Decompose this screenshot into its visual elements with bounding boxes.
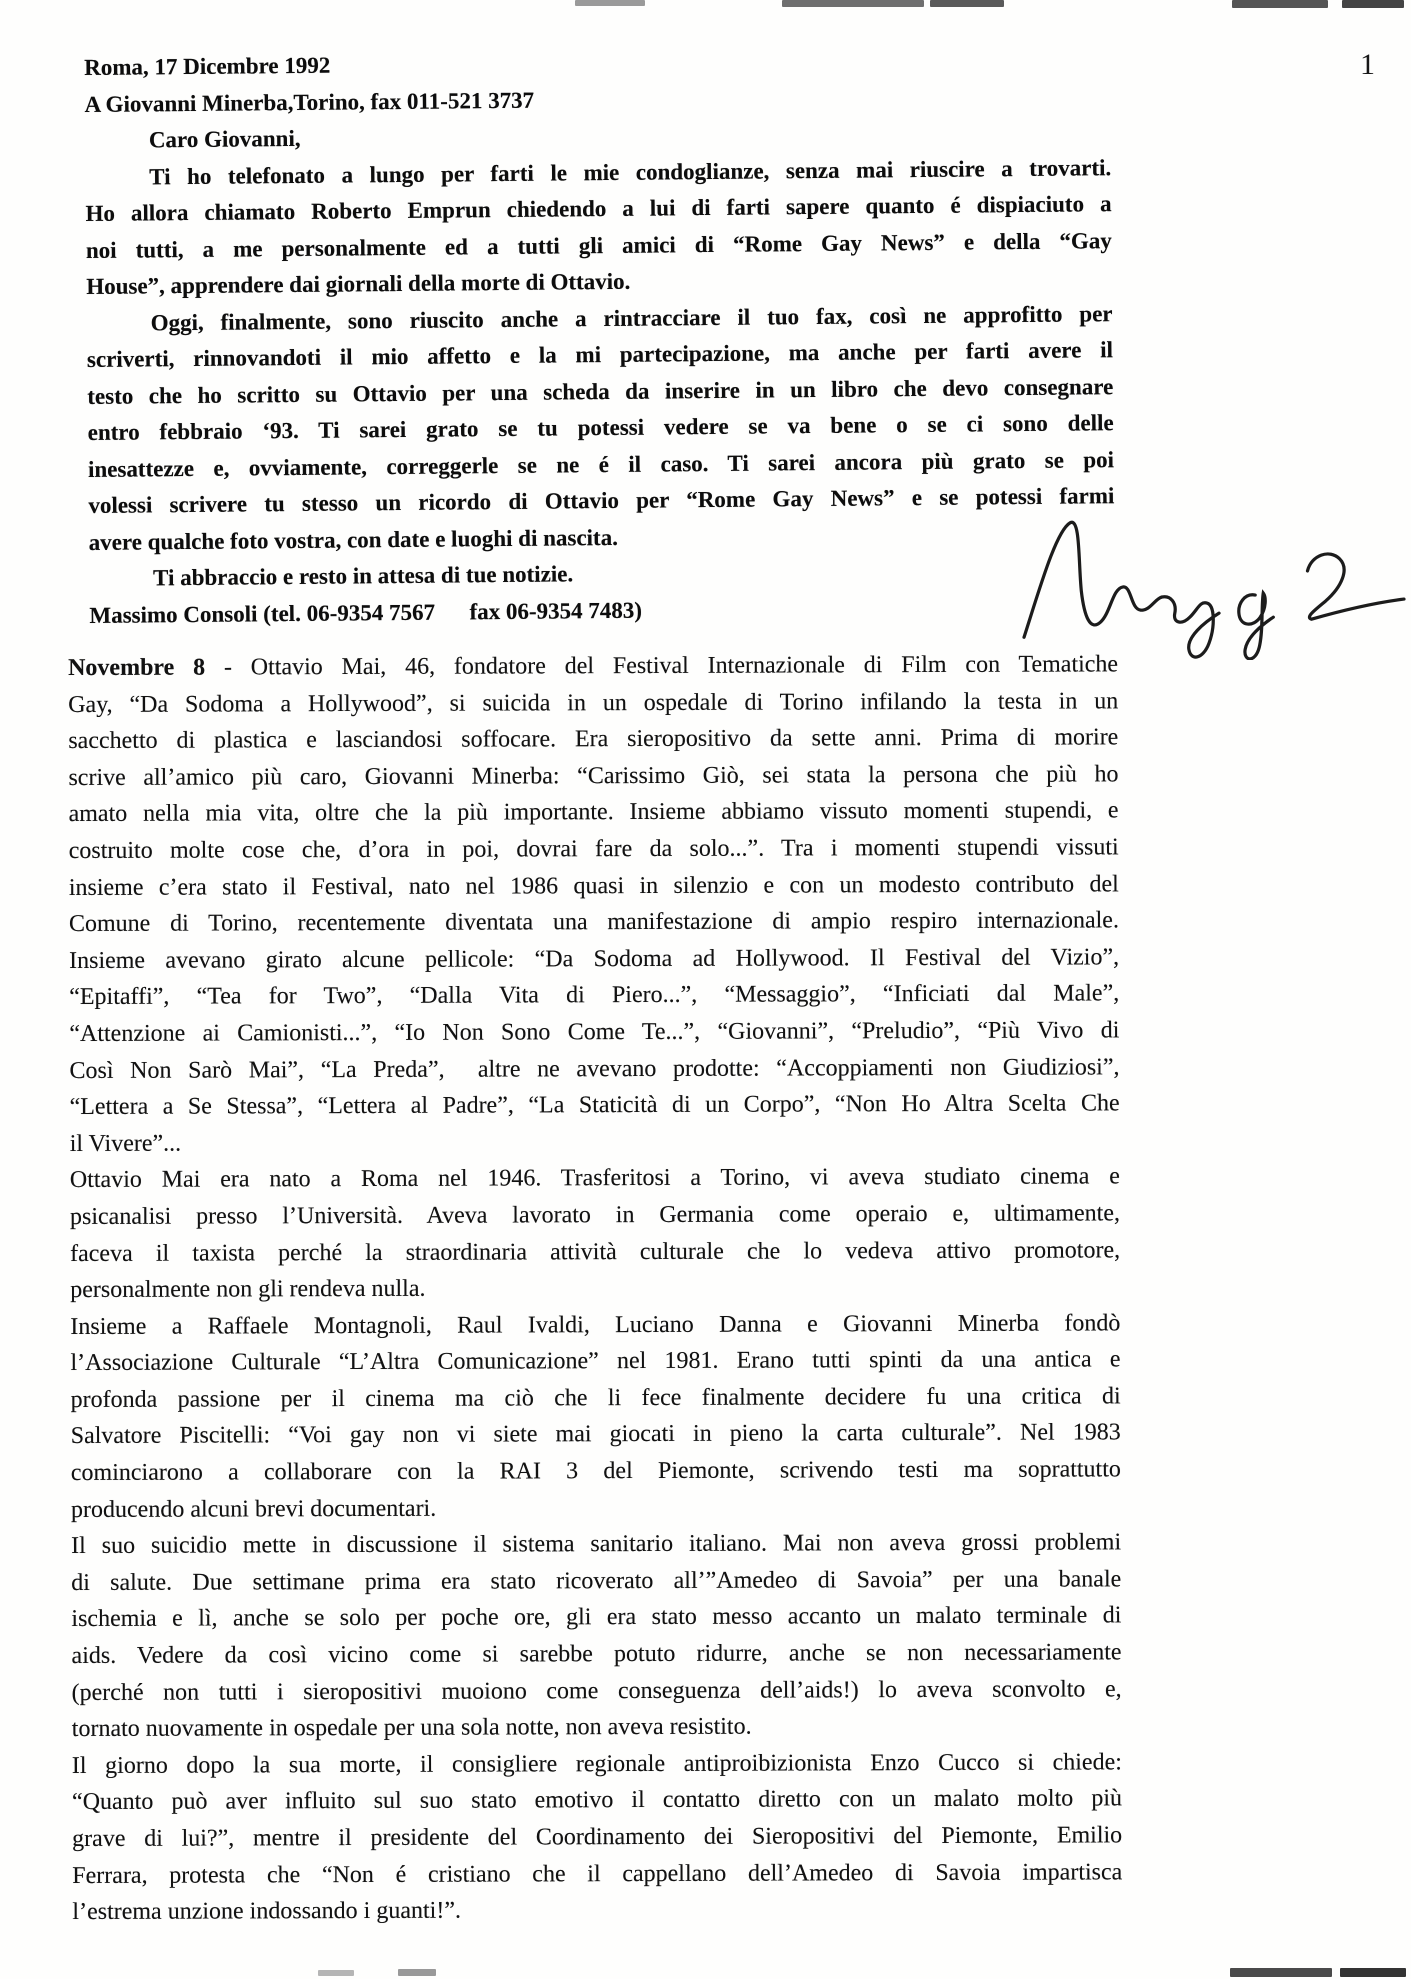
text-line: Ho allora chiamato Roberto Emprun chiedendo a lui di farti sapere quanto é dispiaciuto a	[85, 191, 1112, 226]
text-line: Comune di Torino, recentemente diventata una manifestazione di ampio respiro internazionale.	[68, 907, 1119, 938]
text-line: Ottavio Mai era nato a Roma nel 1946. Trasferitosi a Torino, vi aveva studiato cinema e	[69, 1163, 1120, 1194]
scan-artifact	[930, 0, 1004, 7]
text-line: inesattezze e, ovviamente, correggerle se ne é il caso. Ti sarei ancora più grato se poi	[87, 446, 1115, 482]
text-line: aids. Vedere da così vicino come si sarebbe potuto ridurre, anche se non necessariamente	[71, 1639, 1122, 1670]
text-line: insieme c’era stato il Festival, nato nel 1986 quasi in silenzio e con un modesto contributo del	[68, 870, 1119, 901]
text-line: “Lettera a Se Stessa”, “Lettera al Padre”, “La Staticità di un Corpo”, “Non Ho Altra Scelta Che	[69, 1090, 1120, 1121]
text-line: Gay, “Da Sodoma a Hollywood”, si suicida in un ospedale di Torino infilando la testa in un	[68, 687, 1119, 718]
text-line: Ti abbraccio e resto in attesa di tue notizie.	[152, 561, 574, 591]
text-line: Massimo Consoli (tel. 06-9354 7567 fax 06-9354 7483)	[89, 597, 643, 628]
text-line: A Giovanni Minerba,Torino, fax 011-521 3737	[84, 87, 535, 117]
text-line: cominciarono a collaborare con la RAI 3 del Piemonte, scrivendo testi ma soprattutto	[70, 1456, 1121, 1487]
text-line: tornato nuovamente in ospedale per una sola notte, non aveva resistito.	[71, 1713, 752, 1743]
text-line: “Attenzione ai Camionisti...”, “Io Non Sono Come Te...”, “Giovanni”, “Preludio”, “Più Vivo di	[69, 1017, 1120, 1047]
text-line: scrive all’amico più caro, Giovanni Minerba: “Carissimo Giò, sei stata la persona che più ho	[68, 761, 1119, 791]
scan-artifact	[318, 1970, 354, 1976]
scan-artifact	[1230, 1968, 1332, 1977]
text-line: avere qualche foto vostra, con date e luoghi di nascita.	[88, 524, 619, 555]
handwritten-signature-scribble	[1018, 508, 1410, 660]
text-line: amato nella mia vita, oltre che la più importante. Insieme abbiamo vissuto momenti stupendi, e	[68, 797, 1119, 828]
scan-artifact	[782, 0, 924, 7]
letter-block	[84, 40, 1116, 634]
text-line: “Quanto può aver influito sul suo stato emotivo il contatto diretto con un malato molto più	[71, 1785, 1123, 1816]
text-line: Novembre 8 - Ottavio Mai, 46, fondatore del Festival Internazionale di Film con Tematiche	[68, 651, 1119, 681]
text-line: Caro Giovanni,	[148, 125, 301, 153]
article-block	[68, 646, 1122, 1930]
text-line: Insieme a Raffaele Montagnoli, Raul Ivaldi, Luciano Danna e Giovanni Minerba fondò	[70, 1310, 1121, 1340]
text-line: noi tutti, a me personalmente ed a tutti gli amici di “Rome Gay News” e della “Gay	[85, 227, 1112, 263]
text-line: sacchetto di plastica e lasciandosi soffocare. Era sieropositivo da sette anni. Prima di morire	[68, 724, 1119, 755]
page-number: 1	[1360, 48, 1375, 81]
text-line: Ti ho telefonato a lungo per farti le mie condoglianze, senza mai riuscire a trovarti.	[149, 154, 1112, 189]
text-line: Il giorno dopo la sua morte, il consigliere regionale antiproibizionista Enzo Cucco si chiede:	[71, 1749, 1122, 1779]
text-line: “Epitaffi”, “Tea for Two”, “Dalla Vita di Piero...”, “Messaggio”, “Inficiati dal Male”,	[69, 980, 1120, 1011]
text-line: scriverti, rinnovandoti il mio affetto e la mi partecipazione, ma anche per farti avere il	[86, 337, 1114, 372]
text-line: l’Associazione Culturale “L’Altra Comunicazione” nel 1981. Erano tutti spinti da una antica e	[70, 1346, 1121, 1377]
text-line: Il suo suicidio mette in discussione il sistema sanitario italiano. Mai non aveva grossi problemi	[71, 1529, 1122, 1560]
scan-artifact	[1340, 1968, 1406, 1977]
text-line: ischemia e lì, anche se solo per poche ore, gli era stato messo accanto un malato terminale di	[71, 1602, 1122, 1633]
text-line: Ferrara, protesta che “Non é cristiano che il cappellano dell’Amedeo di Savoia impartisca	[72, 1858, 1123, 1889]
text-line: Roma, 17 Dicembre 1992	[84, 52, 331, 80]
signature-icon	[1018, 508, 1410, 660]
text-line: profonda passione per il cinema ma ciò che li fece finalmente decidere fu una critica di	[70, 1383, 1121, 1413]
scan-artifact	[1232, 0, 1328, 8]
text-line: costruito molte cose che, d’ora in poi, dovrai fare da solo...”. Tra i momenti stupendi vissuti	[68, 834, 1119, 864]
text-line: psicanalisi presso l’Università. Aveva lavorato in Germania come operaio e, ultimamente,	[69, 1200, 1121, 1230]
text-line: Salvatore Piscitelli: “Voi gay non vi siete mai giocati in pieno la carta culturale”. Nel 1983	[70, 1419, 1121, 1450]
text-line: faceva il taxista perché la straordinaria attività culturale che lo vedeva attivo promotore,	[70, 1236, 1121, 1267]
text-line: House”, apprendere dai giornali della morte di Ottavio.	[86, 268, 631, 299]
text-line: personalmente non gli rendeva nulla.	[70, 1275, 426, 1304]
text-line: l’estrema unzione indossando i guanti!”.	[72, 1897, 462, 1926]
text-line: di salute. Due settimane prima era stato ricoverato all’”Amedeo di Savoia” per una banale	[71, 1566, 1122, 1596]
text-line: il Vivere”...	[69, 1130, 182, 1157]
text-line: Così Non Sarò Mai”, “La Preda”, altre ne avevano prodotte: “Accoppiamenti non Giudiziosi”,	[69, 1053, 1120, 1084]
text-line: (perché non tutti i sieropositivi muoiono come conseguenza dell’aids!) lo aveva sconvolto e,	[71, 1675, 1122, 1706]
text-line: grave di lui?”, mentre il presidente del Coordinamento dei Sieropositivi del Piemonte, Emilio	[72, 1822, 1123, 1852]
text-line: entro febbraio ‘93. Ti sarei grato se tu potessi vedere se va bene o se ci sono delle	[87, 410, 1114, 445]
text-line: Oggi, finalmente, sono riuscito anche a rintracciare il tuo fax, così ne approfitto per	[150, 300, 1113, 335]
scan-artifact	[398, 1969, 436, 1976]
scan-artifact	[575, 0, 645, 6]
text-line: producendo alcuni brevi documentari.	[70, 1495, 437, 1523]
scan-artifact	[1342, 0, 1404, 8]
text-line: testo che ho scritto su Ottavio per una scheda da inserire in un libro che devo consegnare	[87, 373, 1114, 409]
text-line: volessi scrivere tu stesso un ricordo di Ottavio per “Rome Gay News” e se potessi farmi	[88, 483, 1115, 518]
text-line: Insieme avevano girato alcune pellicole: “Da Sodoma ad Hollywood. Il Festival del Vizio”,	[69, 944, 1120, 974]
